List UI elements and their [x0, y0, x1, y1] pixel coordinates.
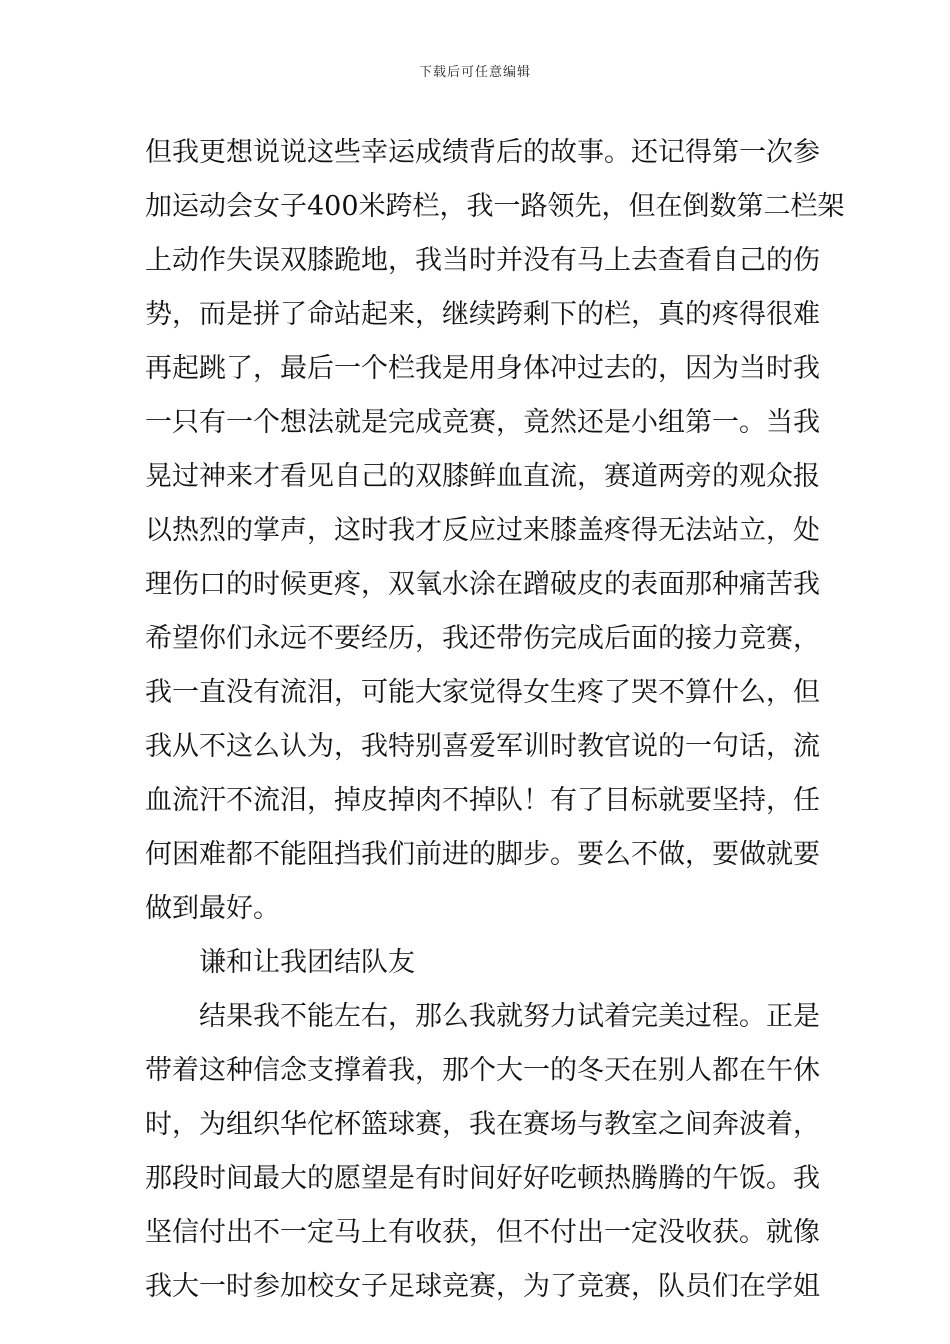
text-line: 带着这种信念支撑着我，那个大一的冬天在别人都在午休 — [145, 1055, 820, 1086]
text-line: 势，而是拼了命站起来，继续跨剩下的栏，真的疼得很难 — [145, 299, 820, 330]
text-line: 上动作失误双膝跪地，我当时并没有马上去查看自己的伤 — [145, 245, 820, 276]
section-heading — [145, 936, 810, 990]
text-line: 我从不这么认为，我特别喜爱军训时教官说的一句话，流 — [145, 731, 820, 762]
text-line: 一只有一个想法就是完成竞赛，竟然还是小组第一。当我 — [145, 407, 820, 438]
text-line: 加运动会女子400米跨栏，我一路领先，但在倒数第二栏架 — [145, 191, 845, 222]
page-header-note: 下载后可任意编辑 — [418, 65, 531, 80]
text-line: 晃过神来才看见自己的双膝鲜血直流，赛道两旁的观众报 — [145, 461, 820, 492]
text-line: 我一直没有流泪，可能大家觉得女生疼了哭不算什么，但 — [145, 677, 820, 708]
text-line: 那段时间最大的愿望是有时间好好吃顿热腾腾的午饭。我 — [145, 1163, 820, 1194]
text-line: 血流汗不流泪，掉皮掉肉不掉队！有了目标就要坚持，任 — [145, 785, 820, 816]
text-line: 坚信付出不一定马上有收获，但不付出一定没收获。就像 — [145, 1217, 820, 1248]
text-line: 以热烈的掌声，这时我才反应过来膝盖疼得无法站立，处 — [145, 515, 820, 546]
heading-text: 谦和让我团结队友 — [199, 947, 415, 978]
text-line: 但我更想说说这些幸运成绩背后的故事。还记得第一次参 — [145, 137, 820, 168]
text-line: 时，为组织华佗杯篮球赛，我在赛场与教室之间奔波着， — [145, 1109, 820, 1140]
text-line: 何困难都不能阻挡我们前进的脚步。要么不做，要做就要 — [145, 839, 820, 870]
document-body — [145, 126, 845, 1314]
text-line: 做到最好。 — [145, 893, 280, 924]
paragraph-story — [145, 126, 845, 936]
text-line: 希望你们永远不要经历，我还带伤完成后面的接力竞赛， — [145, 623, 820, 654]
text-line: 理伤口的时候更疼，双氧水涂在蹭破皮的表面那种痛苦我 — [145, 569, 820, 600]
text-line: 我大一时参加校女子足球竞赛，为了竞赛，队员们在学姐 — [145, 1271, 820, 1302]
text-line: 再起跳了，最后一个栏我是用身体冲过去的，因为当时我 — [145, 353, 820, 384]
text-line: 结果我不能左右，那么我就努力试着完美过程。正是 — [199, 1001, 820, 1032]
paragraph-continued — [145, 990, 820, 1314]
